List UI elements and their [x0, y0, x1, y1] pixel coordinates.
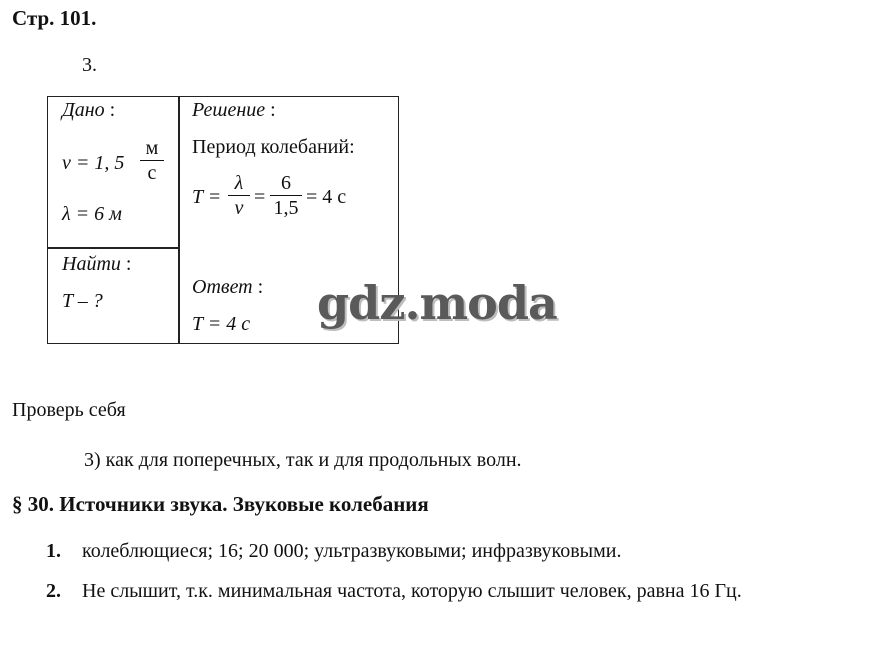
velocity-unit-fraction: [140, 137, 164, 184]
answer-label: Ответ: [192, 276, 253, 298]
given-velocity: v = 1, 5: [62, 152, 125, 174]
formula-fraction-lambda-v: [228, 172, 250, 219]
fraction-bar: [228, 195, 250, 196]
formula-fraction-numbers: [270, 172, 302, 219]
given-heading: [62, 99, 115, 122]
formula-result: = 4 с: [306, 186, 347, 208]
list-item-number: 1.: [46, 540, 61, 562]
section-title: § 30. Источники звука. Звуковые колебания: [12, 492, 429, 516]
period-text: Период колебаний:: [192, 136, 355, 158]
fraction-bar: [270, 195, 302, 196]
velocity-unit-denominator: с: [147, 162, 157, 184]
given-colon: :: [109, 99, 116, 121]
answer-heading: [192, 276, 263, 299]
formula-equals: =: [254, 186, 266, 208]
list-item-text: колеблющиеся; 16; 20 000; ультразвуковыми; инфразвуковыми.: [82, 540, 622, 562]
given-label: Дано: [62, 99, 105, 121]
list-item-number: 2.: [46, 580, 61, 602]
solution-label: Решение: [192, 99, 266, 121]
list-item: [46, 580, 61, 603]
formula-lhs: T =: [192, 186, 222, 208]
find-value: T – ?: [62, 290, 103, 312]
find-heading: [62, 253, 131, 276]
solution-colon: :: [270, 99, 276, 121]
solution-heading: [192, 99, 276, 122]
check-title: Проверь себя: [12, 399, 126, 421]
task-number: 3.: [82, 54, 97, 76]
given-wavelength: λ = 6 м: [62, 203, 122, 225]
velocity-unit-numerator: м: [145, 137, 159, 159]
formula-numerator-lambda: λ: [234, 172, 244, 194]
watermark: gdz.moda: [317, 276, 557, 330]
formula-denominator-1-5: 1,5: [273, 197, 299, 219]
formula-denominator-v: v: [234, 197, 244, 219]
list-item: [46, 540, 61, 563]
answer-value: T = 4 с: [192, 313, 251, 335]
formula-numerator-6: 6: [281, 172, 291, 194]
page-title: Стр. 101.: [12, 6, 97, 30]
check-answer: 3) как для поперечных, так и для продольных волн.: [84, 449, 522, 471]
find-colon: :: [125, 253, 132, 275]
list-item-text: Не слышит, т.к. минимальная частота, которую слышит человек, равна 16 Гц.: [82, 580, 742, 602]
find-label: Найти: [62, 253, 121, 275]
answer-colon: :: [257, 276, 264, 298]
fraction-bar: [140, 160, 164, 161]
